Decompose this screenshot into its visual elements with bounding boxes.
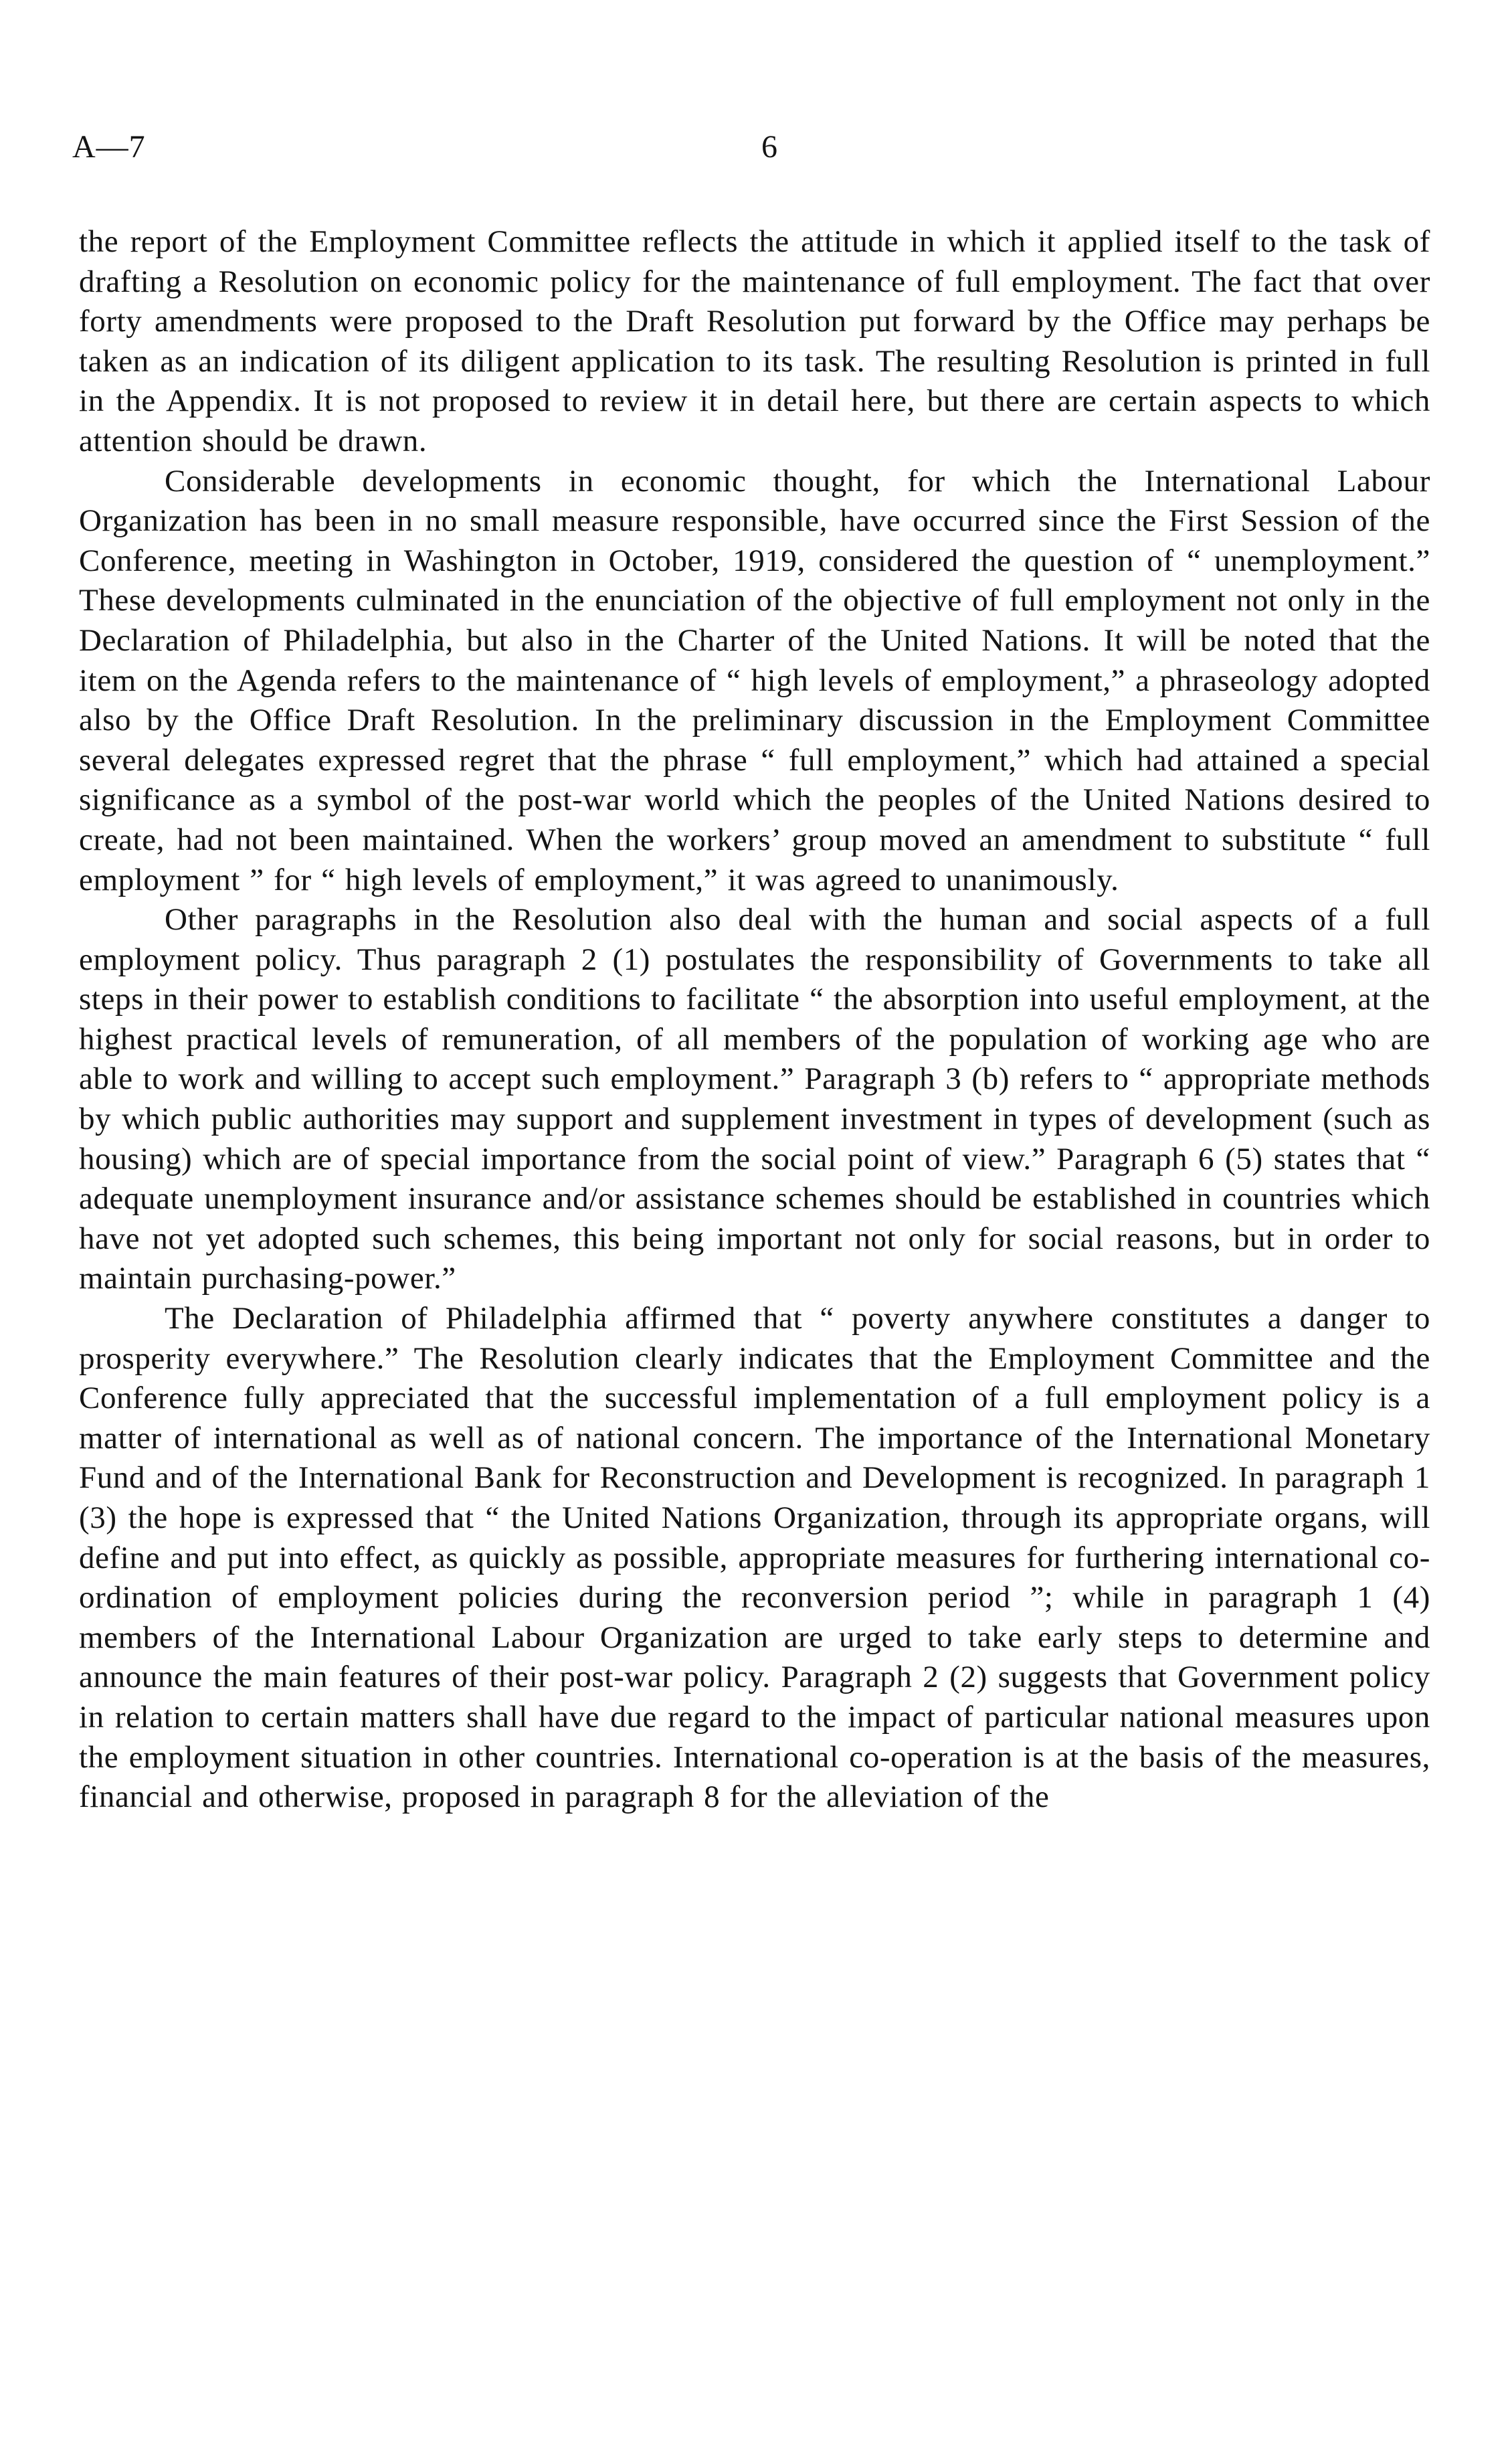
body-text [79, 222, 1430, 1818]
page-header [72, 127, 1437, 174]
paragraph: The Declaration of Philadelphia affirmed that “ poverty anywhere constitutes a danger to prosperity everywhere.” The Resolution clearly indicates that the Employment Committee and the Conference fully appreciated that the successful implementation of a full employment policy is a matter of international as well as of national concern. The importance of the International Monetary Fund and of the International Bank for Reconstruction and Development is recognized. In paragraph 1 (3) the hope is expressed that “ the United Nations Organization, through its appropriate organs, will define and put into effect, as quickly as possible, appropriate measures for furthering international co-ordination of employment policies during the reconversion period ”; while in paragraph 1 (4) members of the International Labour Organization are urged to take early steps to determine and announce the main features of their post-war policy. Paragraph 2 (2) suggests that Government policy in relation to certain matters shall have due regard to the impact of particular national measures upon the employment situation in other countries. International co-operation is at the basis of the measures, financial and otherwise, proposed in paragraph 8 for the alleviation of the [79, 1301, 1430, 1815]
paragraph: the report of the Employment Committee reflects the attitude in which it applied itself to the task of drafting a Resolution on economic policy for the maintenance of full employment. The fact that over forty amendments were proposed to the Draft Resolution put forward by the Office may perhaps be taken as an indication of its diligent application to its task. The resulting Resolution is printed in full in the Appendix. It is not proposed to review it in detail here, but there are certain aspects to which attention should be drawn. [79, 224, 1430, 458]
paragraph: Other paragraphs in the Resolution also deal with the human and social aspects of a full employment policy. Thus paragraph 2 (1) postulates the responsibility of Governments to take all steps in their power to establish conditions to facilitate “ the absorption into useful employment, at the highest practical levels of remuneration, of all members of the population of working age who are able to work and willing to accept such employment.” Paragraph 3 (b) refers to “ appropriate methods by which public authorities may support and supplement investment in types of development (such as housing) which are of special importance from the social point of view.” Paragraph 6 (5) states that “ adequate unemployment insurance and/or assistance schemes should be established in countries which have not yet adopted such schemes, this being important not only for social reasons, but in order to maintain purchasing-power.” [79, 902, 1430, 1296]
document-reference: A—7 [72, 129, 146, 165]
paragraph: Considerable developments in economic thought, for which the International Labour Organization has been in no small measure responsible, have occurred since the First Session of the Conference, meeting in Washington in October, 1919, considered the question of “ unemployment.” These developments culminated in the enunciation of the objective of full employment not only in the Declaration of Philadelphia, but also in the Charter of the United Nations. It will be noted that the item on the Agenda refers to the maintenance of “ high levels of employment,” a phraseology adopted also by the Office Draft Resolution. In the preliminary discussion in the Employment Committee several delegates expressed regret that the phrase “ full employment,” which had attained a special significance as a symbol of the post-war world which the peoples of the United Nations desired to create, had not been maintained. When the workers’ group moved an amendment to substitute “ full employment ” for “ high levels of employment,” it was agreed to unanimously. [79, 463, 1430, 897]
page-number: 6 [761, 129, 777, 165]
